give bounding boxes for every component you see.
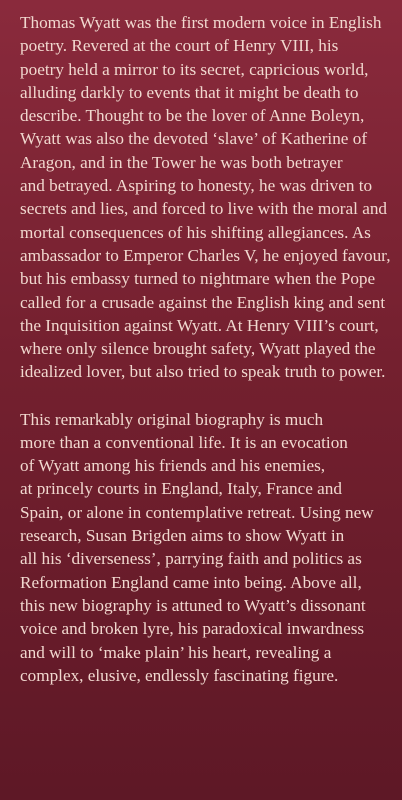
blurb-line: voice and broken lyre, his paradoxical inwardness <box>20 619 365 639</box>
blurb-line: called for a crusade against the English king and sent <box>20 292 386 312</box>
blurb-line: Spain, or alone in contemplative retreat. Using new <box>20 502 374 522</box>
blurb-line: ambassador to Emperor Charles V, he enjoyed favour, <box>20 245 391 265</box>
blurb-line: more than a conventional life. It is an evocation <box>20 432 348 452</box>
blurb-line: mortal consequences of his shifting allegiances. As <box>20 222 371 242</box>
blurb-line: alluding darkly to events that it might be death to <box>20 82 359 102</box>
blurb-line: poetry held a mirror to its secret, capricious world, <box>20 59 369 79</box>
blurb-line: describe. Thought to be the lover of Anne Boleyn, <box>20 106 365 126</box>
blurb-paragraph-1 <box>20 11 392 384</box>
blurb-line: This remarkably original biography is much <box>20 409 324 429</box>
blurb-line: research, Susan Brigden aims to show Wyatt in <box>20 526 345 546</box>
blurb-line: Aragon, and in the Tower he was both betrayer <box>20 152 343 172</box>
blurb-line: idealized lover, but also tried to speak truth to power. <box>20 362 386 382</box>
blurb-line: at princely courts in England, Italy, France and <box>20 479 342 499</box>
blurb-line: this new biography is attuned to Wyatt’s dissonant <box>20 595 366 615</box>
blurb-line: secrets and lies, and forced to live with the moral and <box>20 199 388 219</box>
blurb-paragraph-2 <box>20 408 392 688</box>
blurb-line: but his embassy turned to nightmare when the Pope <box>20 269 376 289</box>
blurb-line: complex, elusive, endlessly fascinating figure. <box>20 665 339 685</box>
blurb-line: Reformation England came into being. Above all, <box>20 572 362 592</box>
blurb-line: poetry. Revered at the court of Henry VIII, his <box>20 36 339 56</box>
blurb-line: all his ‘diverseness’, parrying faith and politics as <box>20 549 362 569</box>
blurb-line: of Wyatt among his friends and his enemies, <box>20 456 326 476</box>
blurb-line: Wyatt was also the devoted ‘slave’ of Katherine of <box>20 129 368 149</box>
blurb-line: and betrayed. Aspiring to honesty, he was driven to <box>20 176 373 196</box>
blurb-line: where only silence brought safety, Wyatt played the <box>20 339 376 359</box>
blurb-line: the Inquisition against Wyatt. At Henry VIII’s court, <box>20 315 379 335</box>
blurb-line: and will to ‘make plain’ his heart, revealing a <box>20 642 332 662</box>
blurb-line: Thomas Wyatt was the first modern voice in English <box>20 13 382 32</box>
